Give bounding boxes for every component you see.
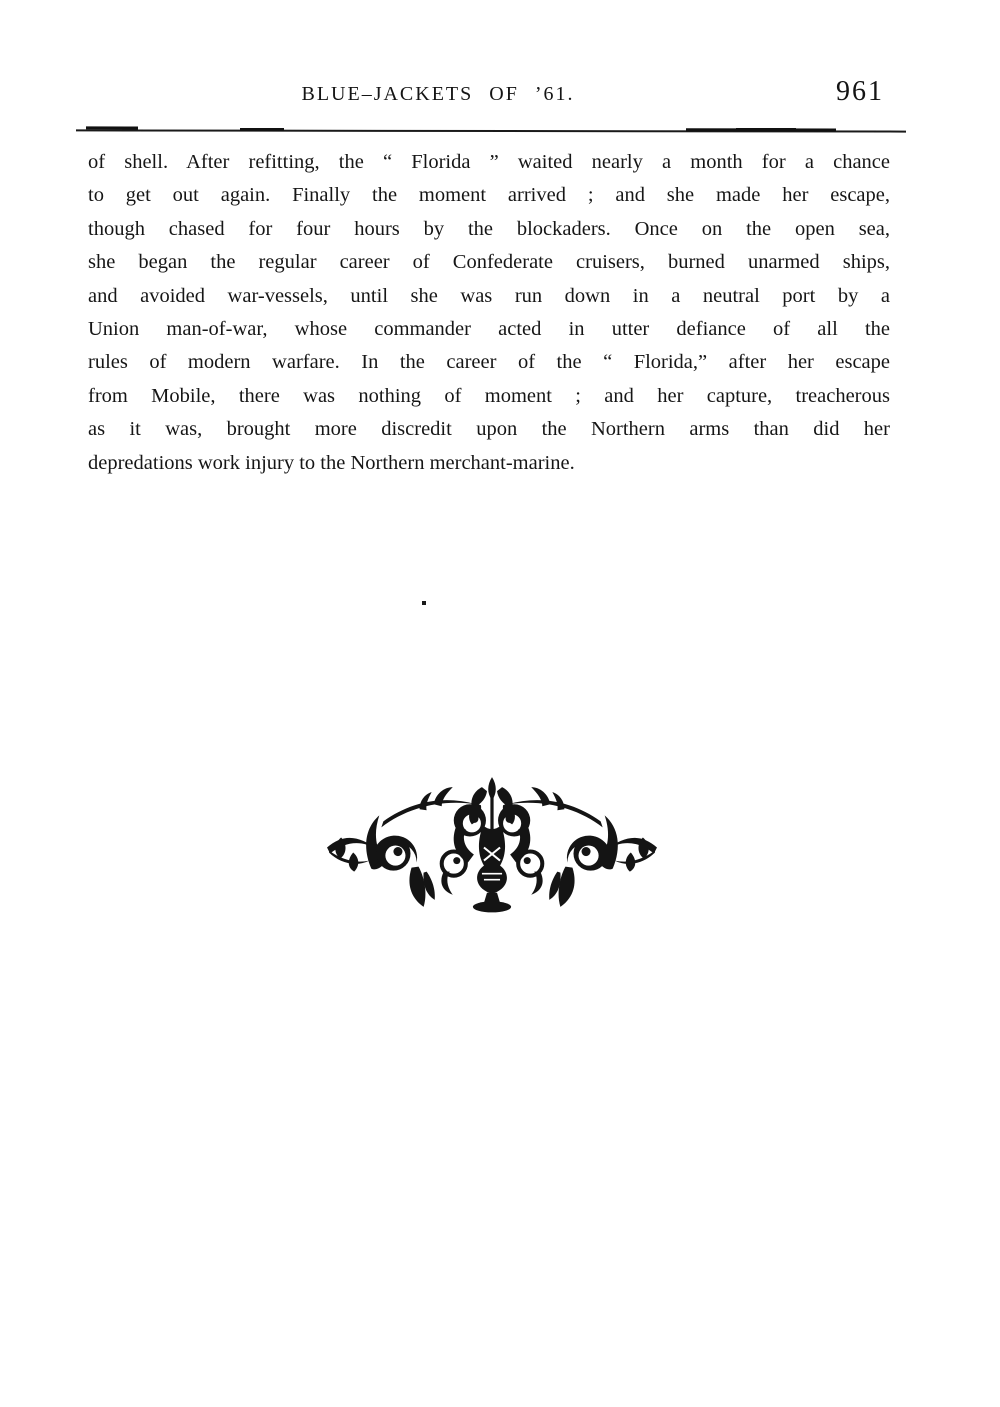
text-line: and avoided war-vessels, until she was run down in a neutral port by a [88,284,890,307]
text-line: to get out again. Finally the moment arrived ; and she made her escape, [88,184,890,207]
text-line: as it was, brought more discredit upon the Northern arms than did her [88,418,890,441]
body-paragraph [88,146,890,480]
text-line: rules of modern warfare. In the career of the “ Florida,” after her escape [88,351,890,374]
ink-speck [422,601,426,605]
text-line: Union man-of-war, whose commander acted in utter defiance of all the [88,318,890,341]
floral-urn-ornament-icon [323,775,661,916]
text-line: she began the regular career of Confederate cruisers, burned unarmed ships, [88,251,890,274]
page-number: 961 [836,76,884,107]
running-header-title: BLUE–JACKETS OF ’61. [301,83,575,105]
header-rule-ink-patch [736,128,796,131]
text-line: depredations work injury to the Northern merchant-marine. [88,451,575,474]
text-line: of shell. After refitting, the “ Florida ” waited nearly a month for a chance [88,151,890,173]
text-line: from Mobile, there was nothing of moment ; and her capture, treacherous [88,384,890,407]
header-rule-ink-patch [240,128,284,131]
text-line: though chased for four hours by the blockaders. Once on the open sea, [88,217,890,240]
